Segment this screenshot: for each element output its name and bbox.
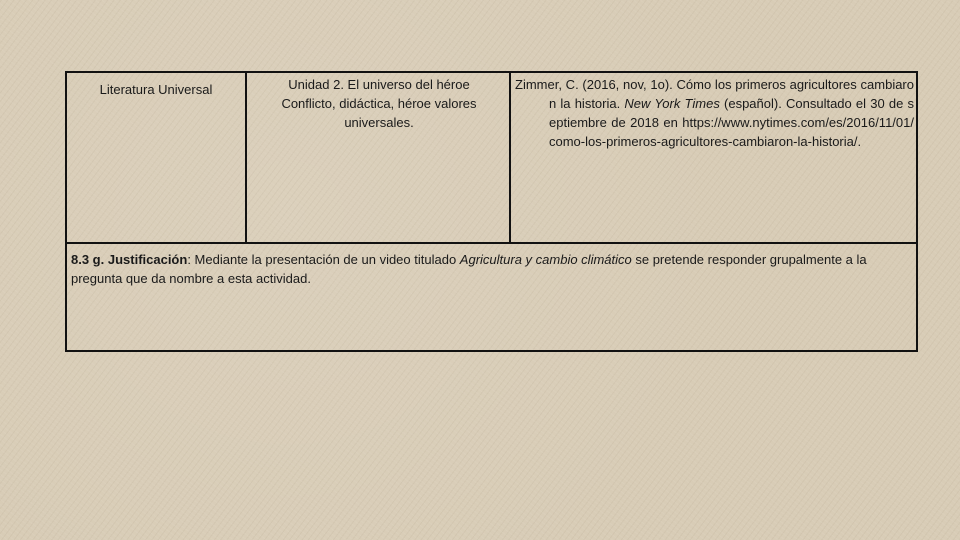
unit-text: Unidad 2. El universo del héroe Conflicto, didáctica, héroe valores universales. [281, 77, 477, 130]
subject-cell [67, 73, 247, 242]
reference-part1: Zimmer, C. (2016, nov, 1o). Cómo los primeros agricultores cambiaron la historia. [515, 77, 914, 111]
justification-label: 8.3 g. Justificación [71, 252, 188, 267]
justification-rest: se pretende responder grupalmente a la pregunta que da nombre a esta actividad. [71, 252, 867, 286]
table-row-top [67, 73, 916, 244]
reference-cell [513, 73, 916, 242]
reference-part2: (español). Consultado el 30 de septiembre de 2018 en https://www.nytimes.com/es/2016/11/01/como-los-primeros-agricultores-cambiaron-la-historia/. [549, 96, 914, 149]
justification-row [67, 244, 916, 350]
reference-text [515, 75, 914, 151]
reference-source: New York Times [624, 96, 720, 111]
video-title: Agricultura y cambio climático [459, 252, 632, 267]
activity-table [65, 71, 918, 352]
justification-lead: : Mediante la presentación de un video titulado [187, 252, 460, 267]
unit-cell [249, 73, 511, 242]
subject-text: Literatura Universal [99, 82, 213, 97]
